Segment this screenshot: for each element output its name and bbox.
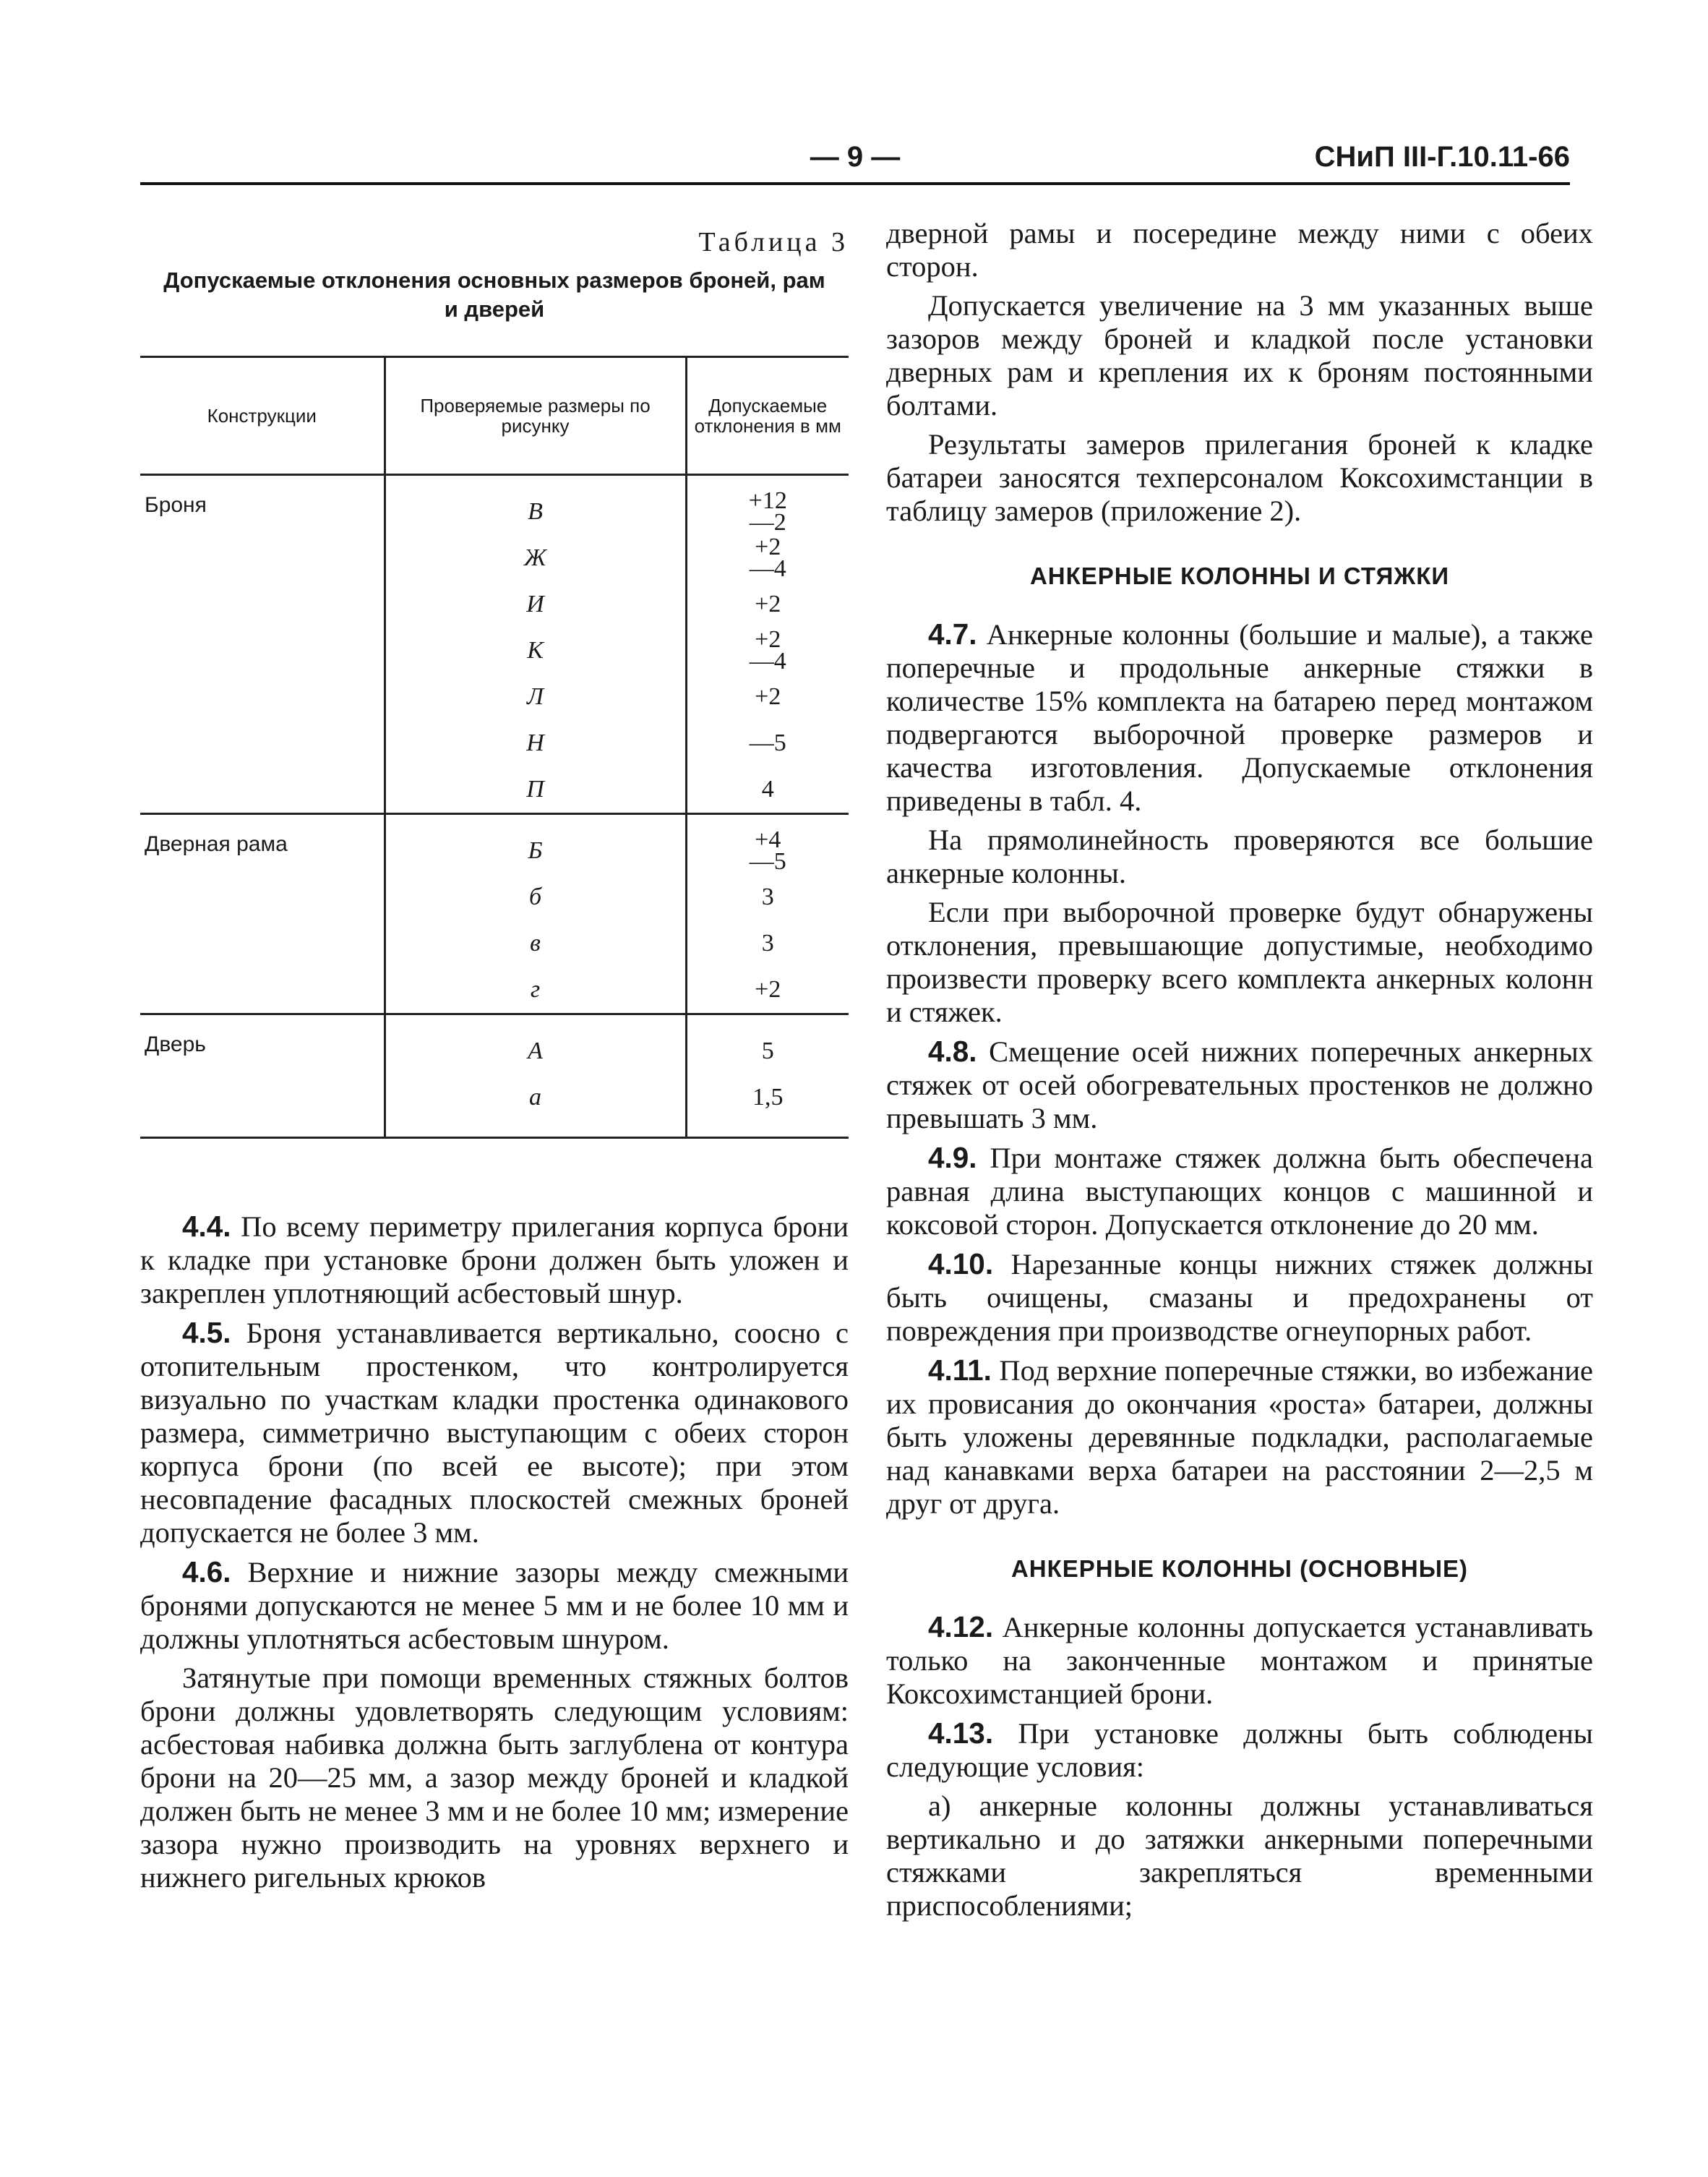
dimension-symbol: И — [526, 591, 544, 617]
dimension-symbol: б — [528, 884, 542, 910]
tolerance-line: 3 — [761, 930, 774, 957]
tolerance-value — [692, 1028, 845, 1074]
section-heading-anchor-columns-ties: АНКЕРНЫЕ КОЛОННЫ И СТЯЖКИ — [1029, 563, 1450, 589]
tolerance-value — [692, 489, 845, 535]
paragraph-number: 4.12. — [928, 1610, 994, 1643]
table-title: Допускаемые отклонения основных размеров броней, рам и дверей — [163, 268, 825, 322]
tolerance-value — [692, 628, 845, 674]
paragraph-number: 4.6. — [182, 1555, 231, 1588]
table-header-row — [140, 357, 849, 475]
tolerance-line: —4 — [749, 555, 786, 582]
dimension-cell — [385, 1014, 686, 1138]
dimension-symbol: В — [528, 498, 543, 525]
document-code: СНиП III-Г.10.11-66 — [1314, 141, 1570, 173]
table-body — [140, 475, 849, 1138]
tolerance-cell — [686, 1014, 849, 1138]
paragraph-measurement-results: Результаты замеров прилегания броней к кладке батареи заносятся техперсоналом Коксохимстанции в таблицу замеров (приложение 2). — [886, 428, 1593, 527]
paragraph-text: Под верхние поперечные стяжки, во избежание их провисания до окончания «роста» батареи, должны быть уложены деревянные подкладки, располагаемые над канавками верха батареи на расстоянии 2—2,5 м друг от друга. — [886, 1354, 1593, 1520]
tolerance-value — [692, 874, 845, 920]
dimension-symbol: Н — [526, 730, 544, 756]
tolerance-line: 3 — [761, 884, 774, 910]
paragraph-text: Броня устанавливается вертикально, соосно с отопительным простенком, что контролируется визуально по участкам кладки простенка одинакового размера, симметрично выступающим с обеих сторон корпуса брони (по всей ее высоте); при этом несовпадение фасадных плоскостей смежных броней допускается не более 3 мм. — [140, 1317, 849, 1549]
paragraph-4-7 — [886, 617, 1593, 818]
column-header-construction: Конструкции — [140, 357, 385, 475]
page-number: — 9 — — [810, 141, 901, 173]
tolerance-cell — [686, 475, 849, 814]
dimension-symbol: А — [528, 1038, 543, 1064]
dimension-symbol: г — [530, 976, 541, 1003]
tolerance-line: —4 — [749, 648, 786, 675]
paragraph-straightness: На прямолинейность проверяются все большие анкерные колонны. — [886, 824, 1593, 889]
tolerance-line: 5 — [761, 1038, 774, 1064]
right-column — [886, 217, 1593, 1922]
dimension-symbol: в — [530, 930, 541, 957]
paragraph-number: 4.4. — [182, 1210, 231, 1243]
paragraph-4-13-a: а) анкерные колонны должны устанавливаться вертикально и до затяжки анкерными поперечными стяжками закрепляться временными приспособлениями; — [886, 1789, 1593, 1922]
column-header-dimensions: Проверяемые размеры по рисунку — [385, 357, 686, 475]
tolerance-line: +2 — [755, 683, 781, 710]
table-row — [140, 1014, 849, 1138]
tolerance-value — [692, 720, 845, 766]
paragraph-gap-increase: Допускается увеличение на 3 мм указанных выше зазоров между броней и кладкой после установки дверных рам и крепления их к броням постоянными болтами. — [886, 289, 1593, 422]
paragraph-4-11 — [886, 1353, 1593, 1521]
tolerance-value — [692, 674, 845, 720]
dimension-symbol: П — [526, 776, 544, 803]
tolerance-line: +2 — [755, 626, 781, 653]
tolerance-line: 1,5 — [752, 1084, 784, 1111]
tolerance-line: 4 — [761, 776, 774, 803]
paragraph-text: По всему периметру прилегания корпуса брони к кладке при установке брони должен быть уложен и закреплен уплотняющий асбестовый шнур. — [140, 1210, 849, 1309]
table-row — [140, 814, 849, 1014]
tolerance-line: +2 — [755, 976, 781, 1003]
tolerance-cell — [686, 814, 849, 1014]
paragraph-4-8 — [886, 1035, 1593, 1135]
paragraph-4-9 — [886, 1141, 1593, 1241]
paragraph-4-6-continued: Затянутые при помощи временных стяжных болтов брони должны удовлетворять следующим условиям: асбестовая набивка должна быть заглублена от контура брони на 20—25 мм, а зазор между броней и кладкой должен быть не менее 3 мм и не более 10 мм; измерение зазора нужно производить на уровнях верхнего и нижнего ригельных крюков — [140, 1661, 849, 1894]
tolerance-line: +4 — [755, 826, 781, 853]
tolerance-value — [692, 1074, 845, 1121]
paragraph-number: 4.13. — [928, 1716, 994, 1750]
section-heading-anchor-columns-main: АНКЕРНЫЕ КОЛОННЫ (ОСНОВНЫЕ) — [1010, 1555, 1469, 1582]
column-header-tolerance: Допускаемые отклонения в мм — [686, 357, 849, 475]
paragraph-full-check: Если при выборочной проверке будут обнаружены отклонения, превышающие допустимые, необходимо произвести проверку всего комплекта анкерных колонн и стяжек. — [886, 896, 1593, 1028]
construction-cell: Броня — [140, 475, 385, 814]
construction-cell: Дверь — [140, 1014, 385, 1138]
paragraph-number: 4.10. — [928, 1247, 994, 1280]
construction-cell: Дверная рама — [140, 814, 385, 1014]
paragraph-text: Смещение осей нижних поперечных анкерных стяжек от осей обогревательных простенков не должно превышать 3 мм. — [886, 1035, 1593, 1134]
page-header — [140, 134, 1570, 184]
paragraph-4-6 — [140, 1555, 849, 1656]
tolerance-table — [140, 356, 849, 1139]
tolerance-line: —2 — [749, 509, 786, 536]
tolerance-value — [692, 828, 845, 874]
left-column — [140, 217, 849, 1894]
paragraph-number: 4.9. — [928, 1141, 977, 1174]
tolerance-line: +2 — [755, 534, 781, 560]
tolerance-line: —5 — [749, 848, 786, 875]
paragraph-continuation: дверной рамы и посередине между ними с обеих сторон. — [886, 217, 1593, 283]
table-caption: Таблица 3 — [698, 227, 849, 257]
paragraph-4-4 — [140, 1210, 849, 1310]
dimension-symbol: а — [529, 1084, 541, 1111]
paragraph-text: Нарезанные концы нижних стяжек должны быть очищены, смазаны и предохранены от повреждения при производстве огнеупорных работ. — [886, 1248, 1594, 1347]
paragraph-text: При установке должны быть соблюдены следующие условия: — [886, 1717, 1594, 1783]
paragraph-text: Верхние и нижние зазоры между смежными бронями допускаются не менее 5 мм и не более 10 мм и должны уплотняться асбестовым шнуром. — [140, 1556, 849, 1655]
dimension-cell — [385, 814, 686, 1014]
tolerance-value — [692, 766, 845, 813]
paragraph-number: 4.11. — [928, 1353, 992, 1387]
paragraph-number: 4.8. — [928, 1035, 977, 1068]
tolerance-value — [692, 920, 845, 967]
tolerance-line: +12 — [748, 487, 787, 514]
paragraph-4-10 — [886, 1247, 1593, 1348]
tolerance-line: —5 — [749, 730, 786, 756]
header-rule — [140, 182, 1570, 185]
dimension-symbol: Б — [528, 837, 543, 864]
paragraph-text: При монтаже стяжек должна быть обеспечена равная длина выступающих концов с машинной и коксовой сторон. Допускается отклонение до 20 мм. — [886, 1142, 1594, 1241]
paragraph-number: 4.5. — [182, 1316, 231, 1349]
dimension-cell — [385, 475, 686, 814]
tolerance-value — [692, 581, 845, 628]
paragraph-4-13 — [886, 1716, 1593, 1784]
tolerance-value — [692, 535, 845, 581]
table-row — [140, 475, 849, 814]
dimension-symbol: Л — [526, 683, 544, 710]
paragraph-text: Анкерные колонны (большие и малые), а также поперечные и продольные анкерные стяжки в количестве 15% комплекта на батарею перед монтажом подвергаются выборочной проверке размеров и качества изготовления. Допускаемые отклонения приведены в табл. 4. — [886, 618, 1594, 817]
paragraph-4-12 — [886, 1610, 1593, 1711]
tolerance-line: +2 — [755, 591, 781, 617]
paragraph-text: Анкерные колонны допускается устанавливать только на законченные монтажом и принятые Коксохимстанцией брони. — [886, 1611, 1593, 1710]
dimension-symbol: Ж — [523, 544, 547, 571]
tolerance-value — [692, 967, 845, 1013]
paragraph-4-5 — [140, 1316, 849, 1549]
dimension-symbol: К — [527, 637, 544, 664]
paragraph-number: 4.7. — [928, 617, 977, 651]
